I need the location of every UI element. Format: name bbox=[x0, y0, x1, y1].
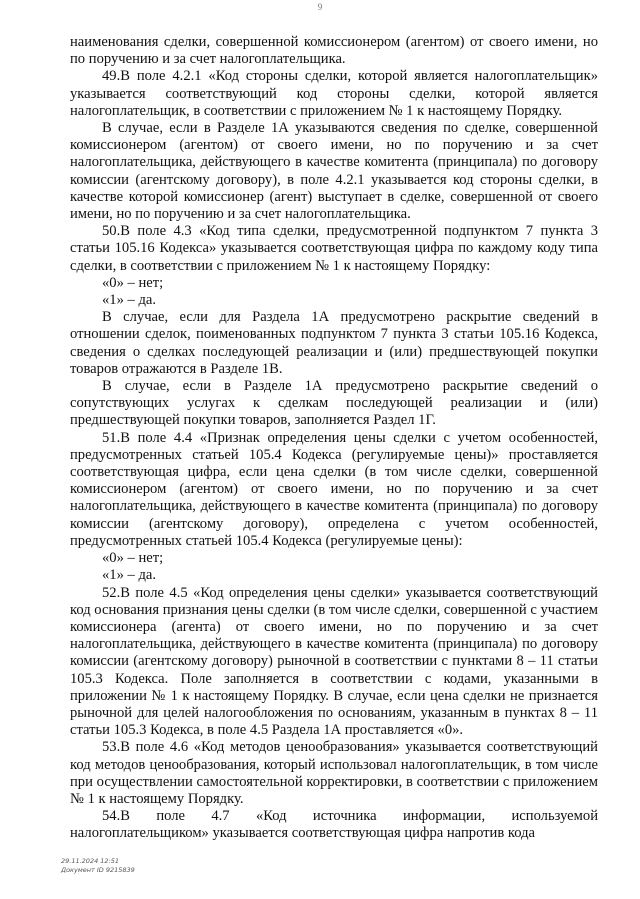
paragraph: В случае, если в Разделе 1А указываются сведения по сделке, совершенной комиссионером (агентом) от своего имени, но по поручению и за счет налогоплательщика, действующего в качестве комитента (принципала) по договору комиссии (агентскому договору), в поле 4.2.1 указывается код стороны сделки, в качестве которой комиссионер (агент) выступает в сделке, совершенной от своего имени, но по поручению и за счет налогоплательщика. bbox=[70, 120, 598, 223]
paragraph: 54.В поле 4.7 «Код источника информации, используемой налогоплательщиком» указывается соответствующая цифра напротив кода bbox=[70, 808, 598, 842]
option-line: «0» – нет; bbox=[102, 274, 164, 291]
paragraph: 53.В поле 4.6 «Код методов ценообразования» указывается соответствующий код методов ценообразования, который использовал налогоплательщик, в том числе при осуществлении самостоятельной корректировки, в соответствии с приложением № 1 к настоящему Порядку. bbox=[70, 739, 598, 807]
option-line: «1» – да. bbox=[102, 567, 157, 584]
footer-timestamp: 29.11.2024 12:51 bbox=[61, 857, 120, 865]
paragraph: В случае, если для Раздела 1А предусмотрено раскрытие сведений в отношении сделок, поименованных подпунктом 7 пункта 3 статьи 105.16 Кодекса, сведения о сделках последующей реализации и (или) предшествующей покупки товаров отражаются в Разделе 1В. bbox=[70, 309, 598, 377]
page-number: 9 bbox=[317, 2, 323, 12]
document-body bbox=[70, 34, 598, 843]
paragraph: В случае, если в Разделе 1А предусмотрено раскрытие сведений о сопутствующих услугах к сделкам последующей реализации и (или) предшествующей покупки товаров, заполняется Раздел 1Г. bbox=[70, 378, 598, 429]
paragraph: 50.В поле 4.3 «Код типа сделки, предусмотренной подпунктом 7 пункта 3 статьи 105.16 Кодекса» указывается соответствующая цифра по каждому коду типа сделки, в соответствии с приложением № 1 к настоящему Порядку: bbox=[70, 223, 598, 274]
document-footer bbox=[61, 857, 135, 874]
paragraph: 49.В поле 4.2.1 «Код стороны сделки, которой является налогоплательщик» указывается соответствующий код стороны сделки, которой является налогоплательщик, в соответствии с приложением № 1 к настоящему Порядку. bbox=[70, 68, 598, 119]
paragraph: 52.В поле 4.5 «Код определения цены сделки» указывается соответствующий код основания признания цены сделки (в том числе сделки, совершенной с участием комиссионера (агента) от своего имени, но по поручению и за счет налогоплательщика, действующего в качестве комитента (принципала) по договору комиссии (агентскому договору) рыночной в соответствии с пунктами 8 – 11 статьи 105.3 Кодекса. Поле заполняется в соответствии с кодами, указанными в приложении № 1 к настоящему Порядку. В случае, если цена сделки не признается рыночной для целей налогообложения по основаниям, указанным в пунктах 8 – 11 статьи 105.3 Кодекса, в поле 4.5 Раздела 1А проставляется «0». bbox=[70, 584, 598, 739]
option-line: «0» – нет; bbox=[102, 550, 164, 567]
footer-document-id: Документ ID 9215839 bbox=[61, 865, 135, 874]
paragraph: наименования сделки, совершенной комиссионером (агентом) от своего имени, но по поручению и за счет налогоплательщика. bbox=[70, 34, 598, 68]
option-line: «1» – да. bbox=[102, 292, 157, 309]
paragraph: 51.В поле 4.4 «Признак определения цены сделки с учетом особенностей, предусмотренных статьей 105.4 Кодекса (регулируемые цены)» проставляется соответствующая цифра, если цена сделки (в том числе сделки, совершенной комиссионером (агентом) от своего имени, но по поручению и за счет налогоплательщика, действующего в качестве комитента (принципала) по договору комиссии (агентскому договору), определена с учетом особенностей, предусмотренных статьей 105.4 Кодекса (регулируемые цены): bbox=[70, 429, 598, 549]
